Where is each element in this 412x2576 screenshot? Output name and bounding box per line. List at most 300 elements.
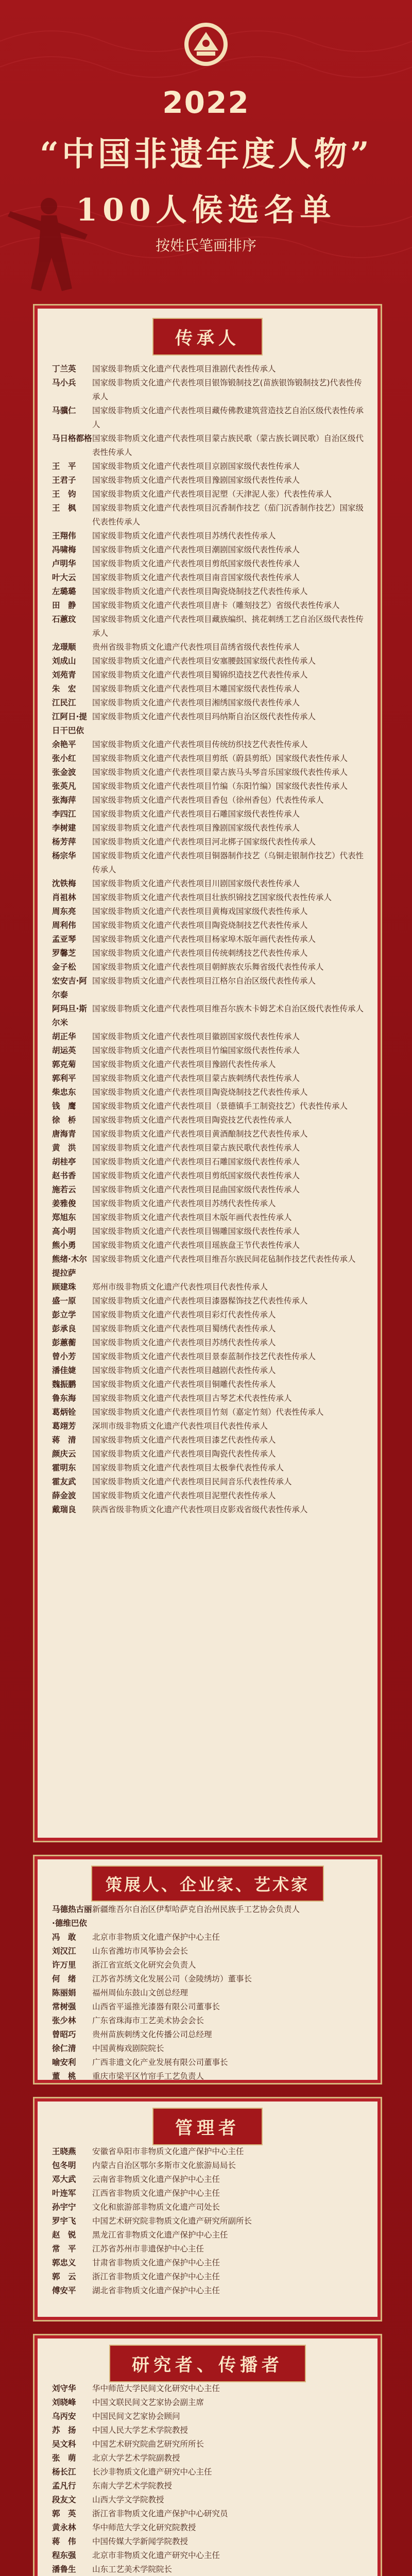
person-name: 喻安利 — [52, 2058, 76, 2067]
list-item — [52, 1169, 365, 1183]
person-name: 王翔伟 — [52, 531, 76, 540]
list-item — [52, 1002, 365, 1030]
list-item — [52, 432, 365, 460]
list-item — [52, 1392, 365, 1405]
person-name: 孙宇宁 — [52, 2202, 76, 2212]
list-item — [52, 2437, 365, 2451]
list-item — [52, 460, 365, 473]
person-name: 胡运英 — [52, 1046, 76, 1055]
list-item — [52, 710, 365, 738]
person-name: 葛炳铨 — [52, 1408, 76, 1417]
list-item — [52, 1183, 365, 1197]
person-name: 杨长江 — [52, 2467, 76, 2477]
person-name: 孟亚琴 — [52, 935, 76, 944]
page-title: “中国非遗年度人物” — [40, 135, 372, 174]
person-name: 熊小勇 — [52, 1241, 76, 1250]
person-name: 黄 洪 — [52, 1143, 76, 1153]
person-name: 段友文 — [52, 2495, 76, 2504]
list-item — [52, 640, 365, 654]
list-item — [52, 2284, 365, 2298]
list-item — [52, 2070, 365, 2083]
person-name: 周东亮 — [52, 907, 76, 916]
person-name: 朱 宏 — [52, 684, 76, 693]
person-description: 国家级非物质文化遗产代表性项目黄酒酿制技艺代表性传承人 — [92, 1129, 308, 1139]
list-item — [52, 2228, 365, 2242]
person-description: 江西省非物质文化遗产保护中心主任 — [92, 2189, 220, 2198]
person-description: 国家级非物质文化遗产代表性项目木雕国家级代表性传承人 — [92, 684, 300, 693]
person-description: 国家级非物质文化遗产代表性项目泥塑（天津泥人张）代表性传承人 — [92, 489, 332, 499]
person-description: 贵州苗族刺绣文化传播公司总经理 — [92, 2030, 212, 2039]
person-description: 国家级非物质文化遗产代表性项目太极拳代表性传承人 — [92, 1463, 284, 1472]
person-name: 赵书香 — [52, 1171, 76, 1180]
section-researchers — [33, 2334, 382, 2576]
person-name: 胡正华 — [52, 1032, 76, 1041]
person-name: 肖祖林 — [52, 893, 76, 902]
list-item — [52, 2479, 365, 2493]
person-description: 国家级非物质文化遗产代表性项目剪纸（蔚县剪纸）国家级代表性传承人 — [92, 754, 348, 763]
person-name: 刘苑青 — [52, 670, 76, 680]
person-name: 潘佳婕 — [52, 1366, 76, 1375]
person-name: 张 萌 — [52, 2453, 76, 2463]
list-item — [52, 1141, 365, 1155]
list-item — [52, 2200, 365, 2214]
list-item — [52, 1058, 365, 1072]
section-inheritors — [33, 304, 382, 1842]
person-description: 国家级非物质文化遗产代表性项目古琴艺术代表性传承人 — [92, 1394, 292, 1403]
person-name: 罗馨芝 — [52, 948, 76, 958]
person-name: 张少林 — [52, 2016, 76, 2025]
list-item — [52, 1197, 365, 1211]
person-name: 钱 鹰 — [52, 1101, 76, 1111]
list-item — [52, 1489, 365, 1503]
person-name: 马日格都格 — [52, 434, 92, 443]
list-item — [52, 1405, 365, 1419]
person-name: 王君子 — [52, 476, 76, 485]
person-name: 郭克菊 — [52, 1060, 76, 1069]
list-item — [52, 1280, 365, 1294]
person-description: 国家级非物质文化遗产代表性项目景泰蓝制作技艺代表性传承人 — [92, 1352, 316, 1361]
person-description: 国家级非物质文化遗产代表性项目铜雕代表性传承人 — [92, 1380, 276, 1389]
person-description: 国家级非物质文化遗产代表性项目竹编（东阳竹编）国家级代表性传承人 — [92, 782, 348, 791]
person-description: 福州周仙东鼓山文创总经理 — [92, 1988, 188, 1997]
list-item — [52, 1475, 365, 1489]
person-name: 蒋 清 — [52, 1435, 76, 1445]
list-item — [52, 779, 365, 793]
person-description: 山西大学文学院教授 — [92, 2495, 164, 2504]
list-item — [52, 1433, 365, 1447]
person-name: 叶大云 — [52, 573, 76, 582]
person-description: 安徽省阜阳市非物质文化遗产保护中心主任 — [92, 2147, 244, 2156]
list-item — [52, 1447, 365, 1461]
list-item — [52, 738, 365, 752]
person-name: 郭 英 — [52, 2509, 76, 2518]
list-item — [52, 1378, 365, 1392]
person-description: 国家级非物质文化遗产代表性项目蒙古族民歌代表性传承人 — [92, 1143, 300, 1153]
person-description: 北京市非物质文化遗产研究中心主任 — [92, 2551, 220, 2560]
person-name: 常树强 — [52, 2002, 76, 2011]
person-description: 国家级非物质文化遗产代表性项目玛纳斯自治区级代表性传承人 — [92, 712, 316, 721]
list-item — [52, 1113, 365, 1127]
person-name: 卢明华 — [52, 559, 76, 568]
list-item — [52, 1972, 365, 1986]
person-description: 内蒙古自治区鄂尔多斯市文化旅游局局长 — [92, 2161, 236, 2170]
person-description: 文化和旅游部非物质文化遗产司处长 — [92, 2202, 220, 2212]
person-description: 国家级非物质文化遗产代表性项目江格尔自治区级代表性传承人 — [92, 976, 316, 986]
person-name: 郭忠义 — [52, 2258, 76, 2267]
list-item — [52, 1944, 365, 1958]
list-item — [52, 585, 365, 599]
list-item — [52, 487, 365, 501]
person-description: 华中师范大学文化研究院教授 — [92, 2523, 196, 2532]
list-item — [52, 404, 365, 432]
person-description: 国家级非物质文化遗产代表性项目唐卡（雕刻技艺）省级代表性传承人 — [92, 601, 340, 610]
person-description: 贵州省级非物质文化遗产代表性项目苗绣省级代表性传承人 — [92, 642, 300, 652]
list-item — [52, 2056, 365, 2070]
list-item — [52, 2521, 365, 2535]
list-item — [52, 682, 365, 696]
person-name: 马德热古丽·德维巴依 — [52, 1905, 92, 1928]
person-description: 国家级非物质文化遗产代表性项目石雕国家级代表性传承人 — [92, 1157, 300, 1166]
sort-note: 按姓氏笔画排序 — [155, 237, 256, 254]
list-item — [52, 877, 365, 891]
list-item — [52, 1336, 365, 1350]
person-description: 国家级非物质文化遗产代表性项目豫剧国家级代表性传承人 — [92, 476, 300, 485]
person-name: 蒋 伟 — [52, 2537, 76, 2546]
person-name: 戴瑞良 — [52, 1505, 76, 1514]
person-description: 国家级非物质文化遗产代表性项目银饰锻制技艺(苗族银饰锻制技艺)代表性传承人 — [92, 378, 362, 401]
person-description: 国家级非物质文化遗产代表性项目苏绣代表性传承人 — [92, 1199, 276, 1208]
person-description: 湖北省非物质文化遗产保护中心主任 — [92, 2286, 220, 2295]
person-description: 国家级非物质文化遗产代表性项目苏绣代表性传承人 — [92, 531, 276, 540]
list-item — [52, 1364, 365, 1378]
person-name: 江阿日·提日干巴依 — [52, 712, 87, 735]
list-item — [52, 2159, 365, 2173]
person-description: 浙江省宣纸文化研究会负责人 — [92, 1960, 196, 1970]
inheritor-list — [52, 362, 365, 1517]
person-description: 国家级非物质文化遗产代表性项目蒙古族民歌（蒙古族长调民歌）自治区级代表性传承人 — [92, 434, 364, 457]
person-description: 国家级非物质文化遗产代表性项目淮剧代表性传承人 — [92, 364, 276, 374]
person-name: 董 桃 — [52, 2072, 76, 2081]
person-description: 国家级非物质文化遗产代表性项目陶瓷烧制技艺代表性传承人 — [92, 587, 308, 596]
person-description: 国家级非物质文化遗产代表性项目潮剧国家级代表性传承人 — [92, 545, 300, 554]
person-description: 广东省珠海市工艺美术协会会长 — [92, 2016, 204, 2025]
person-name: 姜雅俊 — [52, 1199, 76, 1208]
manager-list — [52, 2145, 365, 2298]
list-item — [52, 668, 365, 682]
person-name: 施若云 — [52, 1185, 76, 1194]
list-item — [52, 2507, 365, 2521]
person-description: 国家级非物质文化遗产代表性项目昆曲国家级代表性传承人 — [92, 1185, 300, 1194]
person-description: 国家级非物质文化遗产代表性项目蜀锦织造技艺代表性传承人 — [92, 670, 308, 680]
list-item — [52, 654, 365, 668]
person-name: 刘晓峰 — [52, 2398, 76, 2407]
person-name: 马骥仁 — [52, 406, 76, 415]
list-item — [52, 2242, 365, 2256]
curator-list — [52, 1903, 365, 2083]
section-title: 策展人、企业家、艺术家 — [35, 1866, 381, 1902]
section-curators — [33, 1855, 382, 2084]
person-name: 王晓燕 — [52, 2147, 76, 2156]
list-item — [52, 1155, 365, 1169]
list-item — [52, 2493, 365, 2507]
person-name: 沈铁梅 — [52, 879, 76, 888]
person-description: 中国人民大学艺术学院教授 — [92, 2426, 188, 2435]
person-description: 国家级非物质文化遗产代表性项目泥塑代表性传承人 — [92, 1491, 276, 1500]
person-name: 孟凡行 — [52, 2481, 76, 2490]
person-name: 颜庆云 — [52, 1449, 76, 1459]
list-item — [52, 1099, 365, 1113]
list-item — [52, 1086, 365, 1099]
person-name: 刘成山 — [52, 656, 76, 666]
list-item — [52, 2270, 365, 2284]
person-name: 李四江 — [52, 809, 76, 819]
list-item — [52, 1225, 365, 1239]
person-description: 北京市非物质文化遗产保护中心主任 — [92, 1933, 220, 1942]
person-name: 包冬明 — [52, 2161, 76, 2170]
person-name: 彭蕙蘅 — [52, 1338, 76, 1347]
person-description: 北京大学艺术学院副教授 — [92, 2453, 180, 2463]
person-description: 国家级非物质文化遗产代表性项目蒙古族马头琴音乐国家级代表性传承人 — [92, 768, 348, 777]
person-description: 浙江省非物质文化遗产保护中心主任 — [92, 2272, 220, 2281]
list-item — [52, 793, 365, 807]
person-name: 王 钧 — [52, 489, 76, 499]
list-item — [52, 1252, 365, 1280]
list-item — [52, 752, 365, 766]
person-description: 国家级非物质文化遗产代表性项目竹编国家级代表性传承人 — [92, 1046, 300, 1055]
list-item — [52, 1239, 365, 1252]
person-description: 浙江省非物质文化遗产保护中心研究员 — [92, 2509, 228, 2518]
person-name: 龙璟顺 — [52, 642, 76, 652]
person-description: 国家级非物质文化遗产代表性项目京剧国家级代表性传承人 — [92, 462, 300, 471]
person-name: 余艳平 — [52, 740, 76, 749]
list-item — [52, 2145, 365, 2159]
list-item — [52, 919, 365, 933]
person-description: 国家级非物质文化遗产代表性项目黄梅戏国家级代表性传承人 — [92, 907, 308, 916]
person-description: 江苏省苏州市非遗保护中心主任 — [92, 2244, 204, 2253]
list-item — [52, 1986, 365, 2000]
person-name: 张小红 — [52, 754, 76, 763]
person-description: 国家级非物质文化遗产代表性项目木版年画代表性传承人 — [92, 1213, 292, 1222]
person-name: 高小明 — [52, 1227, 76, 1236]
person-description: 国家级非物质文化遗产代表性项目锡雕国家级代表性传承人 — [92, 1227, 300, 1236]
person-description: 陕西省级非物质文化遗产代表性项目皮影戏省级代表性传承人 — [92, 1505, 308, 1514]
person-name: 冯 敢 — [52, 1933, 76, 1942]
person-name: 郑旭东 — [52, 1213, 76, 1222]
person-name: 陈丽娟 — [52, 1988, 76, 1997]
person-description: 国家级非物质文化遗产代表性项目苏绣代表性传承人 — [92, 1338, 276, 1347]
person-description: 国家级非物质文化遗产代表性项目漆器髹饰技艺代表性传承人 — [92, 1296, 308, 1306]
person-description: 山东工艺美术学院院长 — [92, 2565, 173, 2574]
list-item — [52, 1211, 365, 1225]
person-name: 王 平 — [52, 462, 76, 471]
person-description: 山东省潍坊市风筝协会会长 — [92, 1946, 188, 1956]
person-name: 叶连军 — [52, 2189, 76, 2198]
list-item — [52, 1294, 365, 1308]
list-item — [52, 821, 365, 835]
list-item — [52, 2028, 365, 2042]
person-description: 国家级非物质文化遗产代表性项目朝鲜族农乐舞省级代表性传承人 — [92, 962, 324, 972]
person-name: 田 静 — [52, 601, 76, 610]
list-item — [52, 2042, 365, 2056]
person-name: 冯啸梅 — [52, 545, 76, 554]
list-item — [52, 1072, 365, 1086]
person-description: 国家级非物质文化遗产代表性项目湘绣国家级代表性传承人 — [92, 698, 300, 707]
person-description: 山西省平遥推光漆器有限公司董事长 — [92, 2002, 220, 2011]
person-name: 柴忠东 — [52, 1088, 76, 1097]
person-name: 乌丙安 — [52, 2412, 76, 2421]
list-item — [52, 835, 365, 849]
list-item — [52, 2549, 365, 2563]
list-item — [52, 766, 365, 779]
person-description: 国家级非物质文化遗产代表性项目维吾尔族民间花毡制作技艺代表性传承人 — [92, 1255, 356, 1264]
list-item — [52, 946, 365, 960]
list-item — [52, 543, 365, 557]
list-item — [52, 1461, 365, 1475]
section-title: 研究者、传播者 — [35, 2345, 381, 2382]
person-name: 许万里 — [52, 1960, 76, 1970]
person-description: 国家级非物质文化遗产代表性项目陶瓷技艺代表性传承人 — [92, 1115, 292, 1125]
list-item — [52, 376, 365, 404]
person-name: 潘鲁生 — [52, 2565, 76, 2574]
person-name: 魏振鹏 — [52, 1380, 76, 1389]
person-name: 徐仁清 — [52, 2044, 76, 2053]
person-description: 国家级非物质文化遗产代表性项目香包（徐州香包）代表性传承人 — [92, 795, 324, 805]
person-name: 阿玛旦·斯尔米 — [52, 1004, 87, 1027]
person-name: 金子松 — [52, 962, 76, 972]
person-description: 中国文联民间文艺家协会副主席 — [92, 2398, 204, 2407]
person-description: 国家级非物质文化遗产代表性项目沉香制作技艺（茄门沉香制作技艺）国家级代表性传承人 — [92, 503, 364, 527]
person-description: 国家级非物质文化遗产代表性项目彩灯代表性传承人 — [92, 1310, 276, 1319]
person-name: 徐 桥 — [52, 1115, 76, 1125]
list-item — [52, 2382, 365, 2396]
list-item — [52, 2563, 365, 2576]
person-name: 周利伟 — [52, 921, 76, 930]
person-description: 国家级非物质文化遗产代表性项目豫剧代表性传承人 — [92, 1060, 276, 1069]
person-name: 彭承良 — [52, 1324, 76, 1333]
person-description: 国家级非物质文化遗产代表性项目徽剧国家级代表性传承人 — [92, 1032, 300, 1041]
person-name: 熊绪·木尔提拉萨 — [52, 1255, 87, 1278]
person-name: 江民江 — [52, 698, 76, 707]
list-item — [52, 974, 365, 1002]
list-item — [52, 362, 365, 376]
person-description: 国家级非物质文化遗产代表性项目南音国家级代表性传承人 — [92, 573, 300, 582]
list-item — [52, 599, 365, 613]
person-name: 傅安平 — [52, 2286, 76, 2295]
person-name: 鲁东海 — [52, 1394, 76, 1403]
list-item — [52, 613, 365, 640]
person-name: 张英凡 — [52, 782, 76, 791]
list-item — [52, 2014, 365, 2028]
person-description: 云南省非物质文化遗产保护中心主任 — [92, 2175, 220, 2184]
person-name: 左璐璐 — [52, 587, 76, 596]
person-description: 长沙非物质文化遗产研究中心主任 — [92, 2467, 212, 2477]
list-item — [52, 1958, 365, 1972]
person-name: 黄永林 — [52, 2523, 76, 2532]
person-description: 中国黄梅戏剧院院长 — [92, 2044, 164, 2053]
person-name: 丁兰英 — [52, 364, 76, 374]
list-item — [52, 557, 365, 571]
person-description: 国家级非物质文化遗产代表性项目藏族编织、挑花刺绣工艺自治区级代表性传承人 — [92, 615, 364, 638]
list-item — [52, 2173, 365, 2187]
person-description: 国家级非物质文化遗产代表性项目河北梆子国家级代表性传承人 — [92, 837, 316, 846]
list-item — [52, 2424, 365, 2437]
person-description: 重庆市梁平区竹帘手工艺负责人 — [92, 2072, 204, 2081]
person-name: 盛一原 — [52, 1296, 76, 1306]
person-name: 李树建 — [52, 823, 76, 833]
section-managers — [33, 2097, 382, 2321]
heritage-logo-icon — [182, 21, 230, 68]
list-item — [52, 2410, 365, 2424]
list-item — [52, 1350, 365, 1364]
list-item — [52, 891, 365, 905]
person-name: 霍明东 — [52, 1463, 76, 1472]
list-item — [52, 1503, 365, 1517]
person-description: 东南大学艺术学院教授 — [92, 2481, 173, 2490]
person-name: 薛金波 — [52, 1491, 76, 1500]
person-description: 国家级非物质文化遗产代表性项目剪纸国家级代表性传承人 — [92, 1171, 300, 1180]
person-description: 国家级非物质文化遗产代表性项目藏传佛教建筑营造技艺自治区级代表性传承人 — [92, 406, 364, 429]
list-item — [52, 1308, 365, 1322]
list-item — [52, 905, 365, 919]
person-name: 杨芳萍 — [52, 837, 76, 846]
person-description: 国家级非物质文化遗产代表性项目蜀绣代表性传承人 — [92, 1324, 276, 1333]
person-name: 程东强 — [52, 2551, 76, 2560]
person-description: 国家级非物质文化遗产代表性项目蒙古族刺绣代表性传承人 — [92, 1074, 300, 1083]
person-name: 胡桂亭 — [52, 1157, 76, 1166]
person-description: 国家级非物质文化遗产代表性项目维吾尔族木卡姆艺术自治区级代表性传承人 — [92, 1004, 364, 1013]
person-description: 国家级非物质文化遗产代表性项目安塞腰鼓国家级代表性传承人 — [92, 656, 316, 666]
header — [0, 0, 412, 289]
list-item — [52, 1903, 365, 1930]
list-item — [52, 501, 365, 529]
person-name: 宏安吉·阿尔泰 — [52, 976, 87, 999]
page-subtitle: 100人候选名单 — [76, 192, 336, 228]
person-name: 唐海青 — [52, 1129, 76, 1139]
person-description: 黑龙江省非物质文化遗产保护中心主任 — [92, 2230, 228, 2240]
person-description: 国家级非物质文化遗产代表性项目（景德镇手工制瓷技艺）代表性传承人 — [92, 1101, 348, 1111]
person-description: 国家级非物质文化遗产代表性项目石雕国家级代表性传承人 — [92, 809, 300, 819]
person-name: 刘守华 — [52, 2384, 76, 2393]
list-item — [52, 2465, 365, 2479]
person-description: 国家级非物质文化遗产代表性项目漆艺代表性传承人 — [92, 1435, 276, 1445]
list-item — [52, 2396, 365, 2410]
person-name: 张海萍 — [52, 795, 76, 805]
person-description: 甘肃省非物质文化遗产保护中心主任 — [92, 2258, 220, 2267]
person-description: 国家级非物质文化遗产代表性项目越剧代表性传承人 — [92, 1366, 276, 1375]
person-name: 郭利平 — [52, 1074, 76, 1083]
list-item — [52, 2000, 365, 2014]
person-description: 国家级非物质文化遗产代表性项目杨家埠木版年画代表性传承人 — [92, 935, 316, 944]
list-item — [52, 529, 365, 543]
person-name: 苏 扬 — [52, 2426, 76, 2435]
person-description: 国家级非物质文化遗产代表性项目陶瓷代表性传承人 — [92, 1449, 276, 1459]
person-name: 顾建珠 — [52, 1282, 76, 1292]
person-name: 马小兵 — [52, 378, 76, 387]
person-description: 国家级非物质文化遗产代表性项目川剧国家级代表性传承人 — [92, 879, 300, 888]
person-description: 中国艺术研究院曲艺研究所所长 — [92, 2439, 204, 2449]
section-title: 管理者 — [35, 2108, 381, 2145]
person-name: 吴文科 — [52, 2439, 76, 2449]
person-description: 华中师范大学民间文化研究中心主任 — [92, 2384, 220, 2393]
person-description: 深圳市级非物质文化遗产代表性项目代表性传承人 — [92, 1421, 268, 1431]
person-description: 国家级非物质文化遗产代表性项目陶瓷烧制技艺代表性传承人 — [92, 921, 308, 930]
year: 2022 — [162, 85, 250, 120]
list-item — [52, 2187, 365, 2200]
list-item — [52, 2451, 365, 2465]
list-item — [52, 1127, 365, 1141]
person-name: 石蕙玟 — [52, 615, 76, 624]
list-item — [52, 933, 365, 946]
